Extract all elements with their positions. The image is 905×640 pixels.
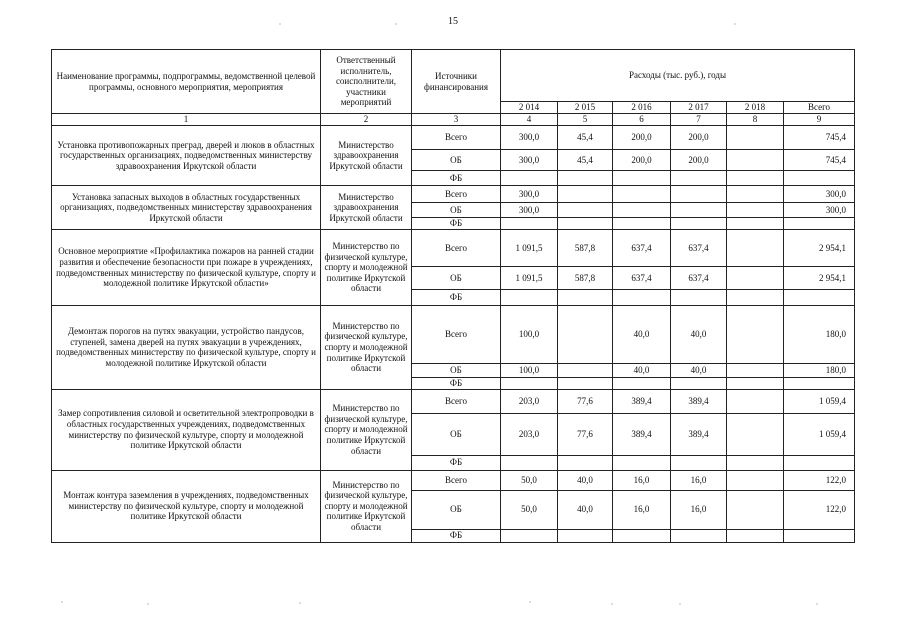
- column-number: 8: [727, 114, 784, 126]
- table-row: [52, 126, 855, 150]
- value-2018: [727, 490, 784, 529]
- header-expenses: Расходы (тыс. руб.), годы: [501, 50, 855, 102]
- funding-source: ОБ: [412, 490, 501, 529]
- value-2018: [727, 290, 784, 306]
- value-2016: 389,4: [613, 389, 671, 413]
- value-total: 745,4: [784, 150, 855, 171]
- value-2016: 389,4: [613, 413, 671, 455]
- value-2017: 200,0: [671, 126, 727, 150]
- value-total: 1 059,4: [784, 389, 855, 413]
- value-2018: [727, 267, 784, 290]
- value-2016: 200,0: [613, 150, 671, 171]
- value-total: 122,0: [784, 490, 855, 529]
- value-2014: 50,0: [501, 490, 558, 529]
- funding-source: ФБ: [412, 290, 501, 306]
- value-2015: 77,6: [558, 413, 613, 455]
- funding-source: Всего: [412, 230, 501, 267]
- header-sources: Источники финансирования: [412, 50, 501, 114]
- value-2018: [727, 171, 784, 186]
- value-2014: 203,0: [501, 389, 558, 413]
- value-2016: 40,0: [613, 364, 671, 378]
- value-2018: [727, 218, 784, 230]
- funding-source: ОБ: [412, 150, 501, 171]
- value-total: [784, 218, 855, 230]
- value-total: [784, 455, 855, 470]
- funding-source: Всего: [412, 470, 501, 490]
- value-2017: 200,0: [671, 150, 727, 171]
- value-2014: 300,0: [501, 203, 558, 218]
- year-2015: 2 015: [558, 102, 613, 114]
- value-2014: 300,0: [501, 126, 558, 150]
- value-total: 180,0: [784, 306, 855, 364]
- table-row: [52, 389, 855, 413]
- value-2014: 1 091,5: [501, 267, 558, 290]
- value-2018: [727, 455, 784, 470]
- value-2015: 40,0: [558, 470, 613, 490]
- value-2015: [558, 529, 613, 542]
- value-2015: [558, 203, 613, 218]
- value-2018: [727, 389, 784, 413]
- responsible-executor: Министерство здравоохранения Иркутской области: [321, 186, 412, 230]
- value-2017: 40,0: [671, 364, 727, 378]
- value-2014: 300,0: [501, 150, 558, 171]
- value-2017: 40,0: [671, 306, 727, 364]
- year-total: Всего: [784, 102, 855, 114]
- value-2014: [501, 290, 558, 306]
- value-2015: [558, 186, 613, 203]
- value-total: 2 954,1: [784, 267, 855, 290]
- value-2015: [558, 364, 613, 378]
- value-2017: 637,4: [671, 267, 727, 290]
- year-2014: 2 014: [501, 102, 558, 114]
- value-2017: [671, 529, 727, 542]
- value-2016: 637,4: [613, 267, 671, 290]
- header-row: [52, 50, 855, 102]
- responsible-executor: Министерство по физической культуре, спорту и молодежной политике Иркутской области: [321, 389, 412, 470]
- funding-source: ОБ: [412, 413, 501, 455]
- value-2016: [613, 171, 671, 186]
- responsible-executor: Министерство по физической культуре, спорту и молодежной политике Иркутской области: [321, 306, 412, 390]
- value-2015: 587,8: [558, 230, 613, 267]
- measure-name: Демонтаж порогов на путях эвакуации, устройство пандусов, ступеней, замена дверей на путях эвакуации в учреждениях, подведомственных министерству по физической культуре, спорту и молодежной политике Иркутской области: [52, 306, 321, 390]
- value-2018: [727, 126, 784, 150]
- value-2014: 100,0: [501, 306, 558, 364]
- column-number: 7: [671, 114, 727, 126]
- value-2018: [727, 306, 784, 364]
- value-total: 2 954,1: [784, 230, 855, 267]
- value-2018: [727, 364, 784, 378]
- measure-name: Установка противопожарных преград, дверей и люков в областных государственных организациях, подведомственных министерству здравоохранения Иркутской области: [52, 126, 321, 186]
- value-2016: 16,0: [613, 470, 671, 490]
- value-total: [784, 171, 855, 186]
- year-2018: 2 018: [727, 102, 784, 114]
- funding-source: ФБ: [412, 378, 501, 390]
- value-2015: 77,6: [558, 389, 613, 413]
- value-2017: 16,0: [671, 470, 727, 490]
- value-2014: 100,0: [501, 364, 558, 378]
- funding-source: Всего: [412, 126, 501, 150]
- funding-source: ФБ: [412, 171, 501, 186]
- value-2017: [671, 203, 727, 218]
- value-2017: [671, 171, 727, 186]
- value-2018: [727, 470, 784, 490]
- funding-source: Всего: [412, 389, 501, 413]
- column-number-row: [52, 114, 855, 126]
- value-total: 122,0: [784, 470, 855, 490]
- value-total: 300,0: [784, 203, 855, 218]
- responsible-executor: Министерство по физической культуре, спорту и молодежной политике Иркутской области: [321, 230, 412, 306]
- funding-source: ФБ: [412, 218, 501, 230]
- value-2014: [501, 218, 558, 230]
- value-2015: [558, 306, 613, 364]
- value-2018: [727, 378, 784, 390]
- value-2016: [613, 529, 671, 542]
- measure-name: Монтаж контура заземления в учреждениях, подведомственных министерству по физической культуре, спорту и молодежной политике Иркутской области: [52, 470, 321, 542]
- funding-source: ОБ: [412, 364, 501, 378]
- value-2018: [727, 529, 784, 542]
- column-number: 3: [412, 114, 501, 126]
- value-2016: 40,0: [613, 306, 671, 364]
- value-2015: [558, 218, 613, 230]
- column-number: 5: [558, 114, 613, 126]
- funding-source: Всего: [412, 186, 501, 203]
- value-2014: 1 091,5: [501, 230, 558, 267]
- value-2014: [501, 529, 558, 542]
- funding-source: Всего: [412, 306, 501, 364]
- value-2017: [671, 218, 727, 230]
- header-responsible: Ответственный исполнитель, соисполнители, участники мероприятий: [321, 50, 412, 114]
- value-2014: 300,0: [501, 186, 558, 203]
- table-row: [52, 470, 855, 490]
- value-2016: 637,4: [613, 230, 671, 267]
- value-total: 1 059,4: [784, 413, 855, 455]
- value-2016: [613, 186, 671, 203]
- value-2016: [613, 455, 671, 470]
- column-number: 2: [321, 114, 412, 126]
- column-number: 9: [784, 114, 855, 126]
- value-total: [784, 290, 855, 306]
- column-number: 1: [52, 114, 321, 126]
- value-2016: [613, 290, 671, 306]
- value-2015: 40,0: [558, 490, 613, 529]
- responsible-executor: Министерство по физической культуре, спорту и молодежной политике Иркутской области: [321, 470, 412, 542]
- year-2016: 2 016: [613, 102, 671, 114]
- measure-name: Замер сопротивления силовой и осветительной электропроводки в областных государственных учреждениях, подведомственных министерству по физической культуре, спорту и молодежной политике Иркутской области: [52, 389, 321, 470]
- value-2017: [671, 455, 727, 470]
- value-2015: 587,8: [558, 267, 613, 290]
- value-2017: 637,4: [671, 230, 727, 267]
- value-2017: [671, 290, 727, 306]
- funding-source: ОБ: [412, 203, 501, 218]
- page-number: 15: [448, 16, 458, 27]
- budget-table: [51, 49, 855, 543]
- value-2015: 45,4: [558, 126, 613, 150]
- value-2014: 50,0: [501, 470, 558, 490]
- value-total: 300,0: [784, 186, 855, 203]
- column-number: 4: [501, 114, 558, 126]
- value-2015: [558, 171, 613, 186]
- table-row: [52, 230, 855, 267]
- table-row: [52, 306, 855, 364]
- value-total: 745,4: [784, 126, 855, 150]
- value-2017: [671, 378, 727, 390]
- year-2017: 2 017: [671, 102, 727, 114]
- value-2016: 16,0: [613, 490, 671, 529]
- value-2015: [558, 455, 613, 470]
- value-2016: [613, 203, 671, 218]
- value-2018: [727, 413, 784, 455]
- value-2017: 389,4: [671, 389, 727, 413]
- measure-name: Основное мероприятие «Профилактика пожаров на ранней стадии развития и обеспечение безопасности при пожаре в учреждениях, подведомственных министерству по физической культуре, спорту и молодежной политике Иркутской области»: [52, 230, 321, 306]
- measure-name: Установка запасных выходов в областных государственных организациях, подведомственных министерству здравоохранения Иркутской области: [52, 186, 321, 230]
- value-2014: 203,0: [501, 413, 558, 455]
- responsible-executor: Министерство здравоохранения Иркутской области: [321, 126, 412, 186]
- value-2014: [501, 171, 558, 186]
- value-2016: [613, 218, 671, 230]
- value-2017: 16,0: [671, 490, 727, 529]
- value-total: 180,0: [784, 364, 855, 378]
- value-2018: [727, 203, 784, 218]
- value-2015: [558, 290, 613, 306]
- value-2017: [671, 186, 727, 203]
- header-name: Наименование программы, подпрограммы, ведомственной целевой программы, основного мероприятия, мероприятия: [52, 50, 321, 114]
- value-2018: [727, 150, 784, 171]
- value-total: [784, 378, 855, 390]
- value-total: [784, 529, 855, 542]
- value-2016: 200,0: [613, 126, 671, 150]
- value-2017: 389,4: [671, 413, 727, 455]
- value-2018: [727, 230, 784, 267]
- value-2018: [727, 186, 784, 203]
- value-2015: 45,4: [558, 150, 613, 171]
- value-2016: [613, 378, 671, 390]
- funding-source: ФБ: [412, 455, 501, 470]
- value-2014: [501, 378, 558, 390]
- funding-source: ФБ: [412, 529, 501, 542]
- table-body: [52, 126, 855, 543]
- value-2015: [558, 378, 613, 390]
- funding-source: ОБ: [412, 267, 501, 290]
- value-2014: [501, 455, 558, 470]
- table-row: [52, 186, 855, 203]
- column-number: 6: [613, 114, 671, 126]
